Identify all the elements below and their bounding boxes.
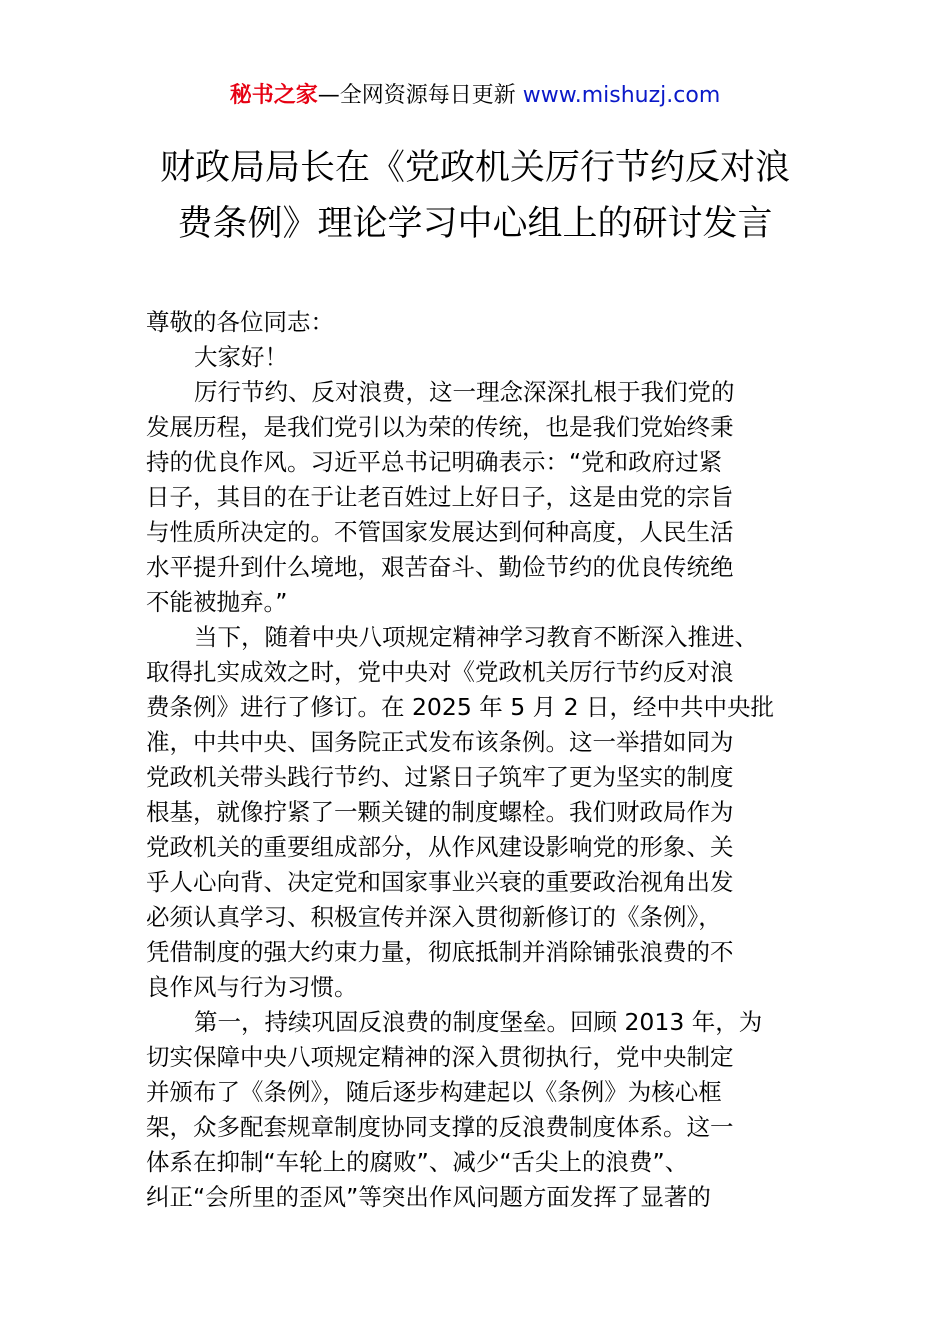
body-line: 架，众多配套规章制度协同支撑的反浪费制度体系。这一: [146, 1113, 734, 1141]
body-line: 与性质所决定的。不管国家发展达到何种高度，人民生活: [146, 518, 734, 546]
body-line: 日子，其目的在于让老百姓过上好日子，这是由党的宗旨: [146, 483, 734, 511]
body-line: 发展历程，是我们党引以为荣的传统，也是我们党始终秉: [146, 413, 734, 441]
body-line: 持的优良作风。习近平总书记明确表示：“党和政府过紧: [146, 448, 723, 476]
body-line: 准，中共中央、国务院正式发布该条例。这一举措如同为: [146, 728, 734, 756]
body-line: 第一，持续巩固反浪费的制度堡垒。回顾 2013 年，为: [194, 1008, 763, 1036]
body-line: 当下，随着中央八项规定精神学习教育不断深入推进、: [194, 623, 758, 651]
body-line: 党政机关的重要组成部分，从作风建设影响党的形象、关: [146, 833, 734, 861]
body-line: 乎人心向背、决定党和国家事业兴衰的重要政治视角出发: [146, 868, 734, 896]
body-line: 切实保障中央八项规定精神的深入贯彻执行，党中央制定: [146, 1043, 734, 1071]
title-line-1: 财政局局长在《党政机关厉行节约反对浪: [159, 148, 790, 188]
body-line: 必须认真学习、积极宣传并深入贯彻新修订的《条例》，: [146, 903, 722, 931]
body-line: 厉行节约、反对浪费，这一理念深深扎根于我们党的: [194, 378, 735, 406]
site-url-link[interactable]: www.mishuzj.com: [522, 83, 721, 108]
body-line: 体系在抑制“车轮上的腐败”、减少“舌尖上的浪费”、: [146, 1148, 689, 1176]
body-line: 凭借制度的强大约束力量，彻底抵制并消除铺张浪费的不: [146, 938, 734, 966]
body-line: 费条例》进行了修订。在 2025 年 5 月 2 日，经中共中央批: [146, 693, 775, 721]
body-line: 水平提升到什么境地，艰苦奋斗、勤俭节约的优良传统绝: [146, 553, 734, 581]
body-line: 并颁布了《条例》，随后逐步构建起以《条例》为核心框: [146, 1078, 722, 1106]
title-line-2: 费条例》理论学习中心组上的研讨发言: [177, 204, 773, 244]
body-line: 不能被抛弃。”: [146, 588, 288, 616]
body-line: 纠正“会所里的歪风”等突出作风问题方面发挥了显著的: [146, 1183, 711, 1211]
salutation: 尊敬的各位同志：: [146, 308, 334, 336]
body-line: 根基，就像拧紧了一颗关键的制度螺栓。我们财政局作为: [146, 798, 734, 826]
document-body: [146, 305, 810, 1215]
document-title: [100, 140, 850, 252]
body-line: 党政机关带头践行节约、过紧日子筑牢了更为坚实的制度: [146, 763, 734, 791]
body-line: 良作风与行为习惯。: [146, 973, 358, 1001]
site-header: [0, 82, 950, 110]
greeting: 大家好！: [194, 343, 288, 371]
body-line: 取得扎实成效之时，党中央对《党政机关厉行节约反对浪: [146, 658, 734, 686]
site-tagline: —全网资源每日更新: [317, 83, 523, 108]
site-brand: 秘书之家: [229, 83, 318, 108]
